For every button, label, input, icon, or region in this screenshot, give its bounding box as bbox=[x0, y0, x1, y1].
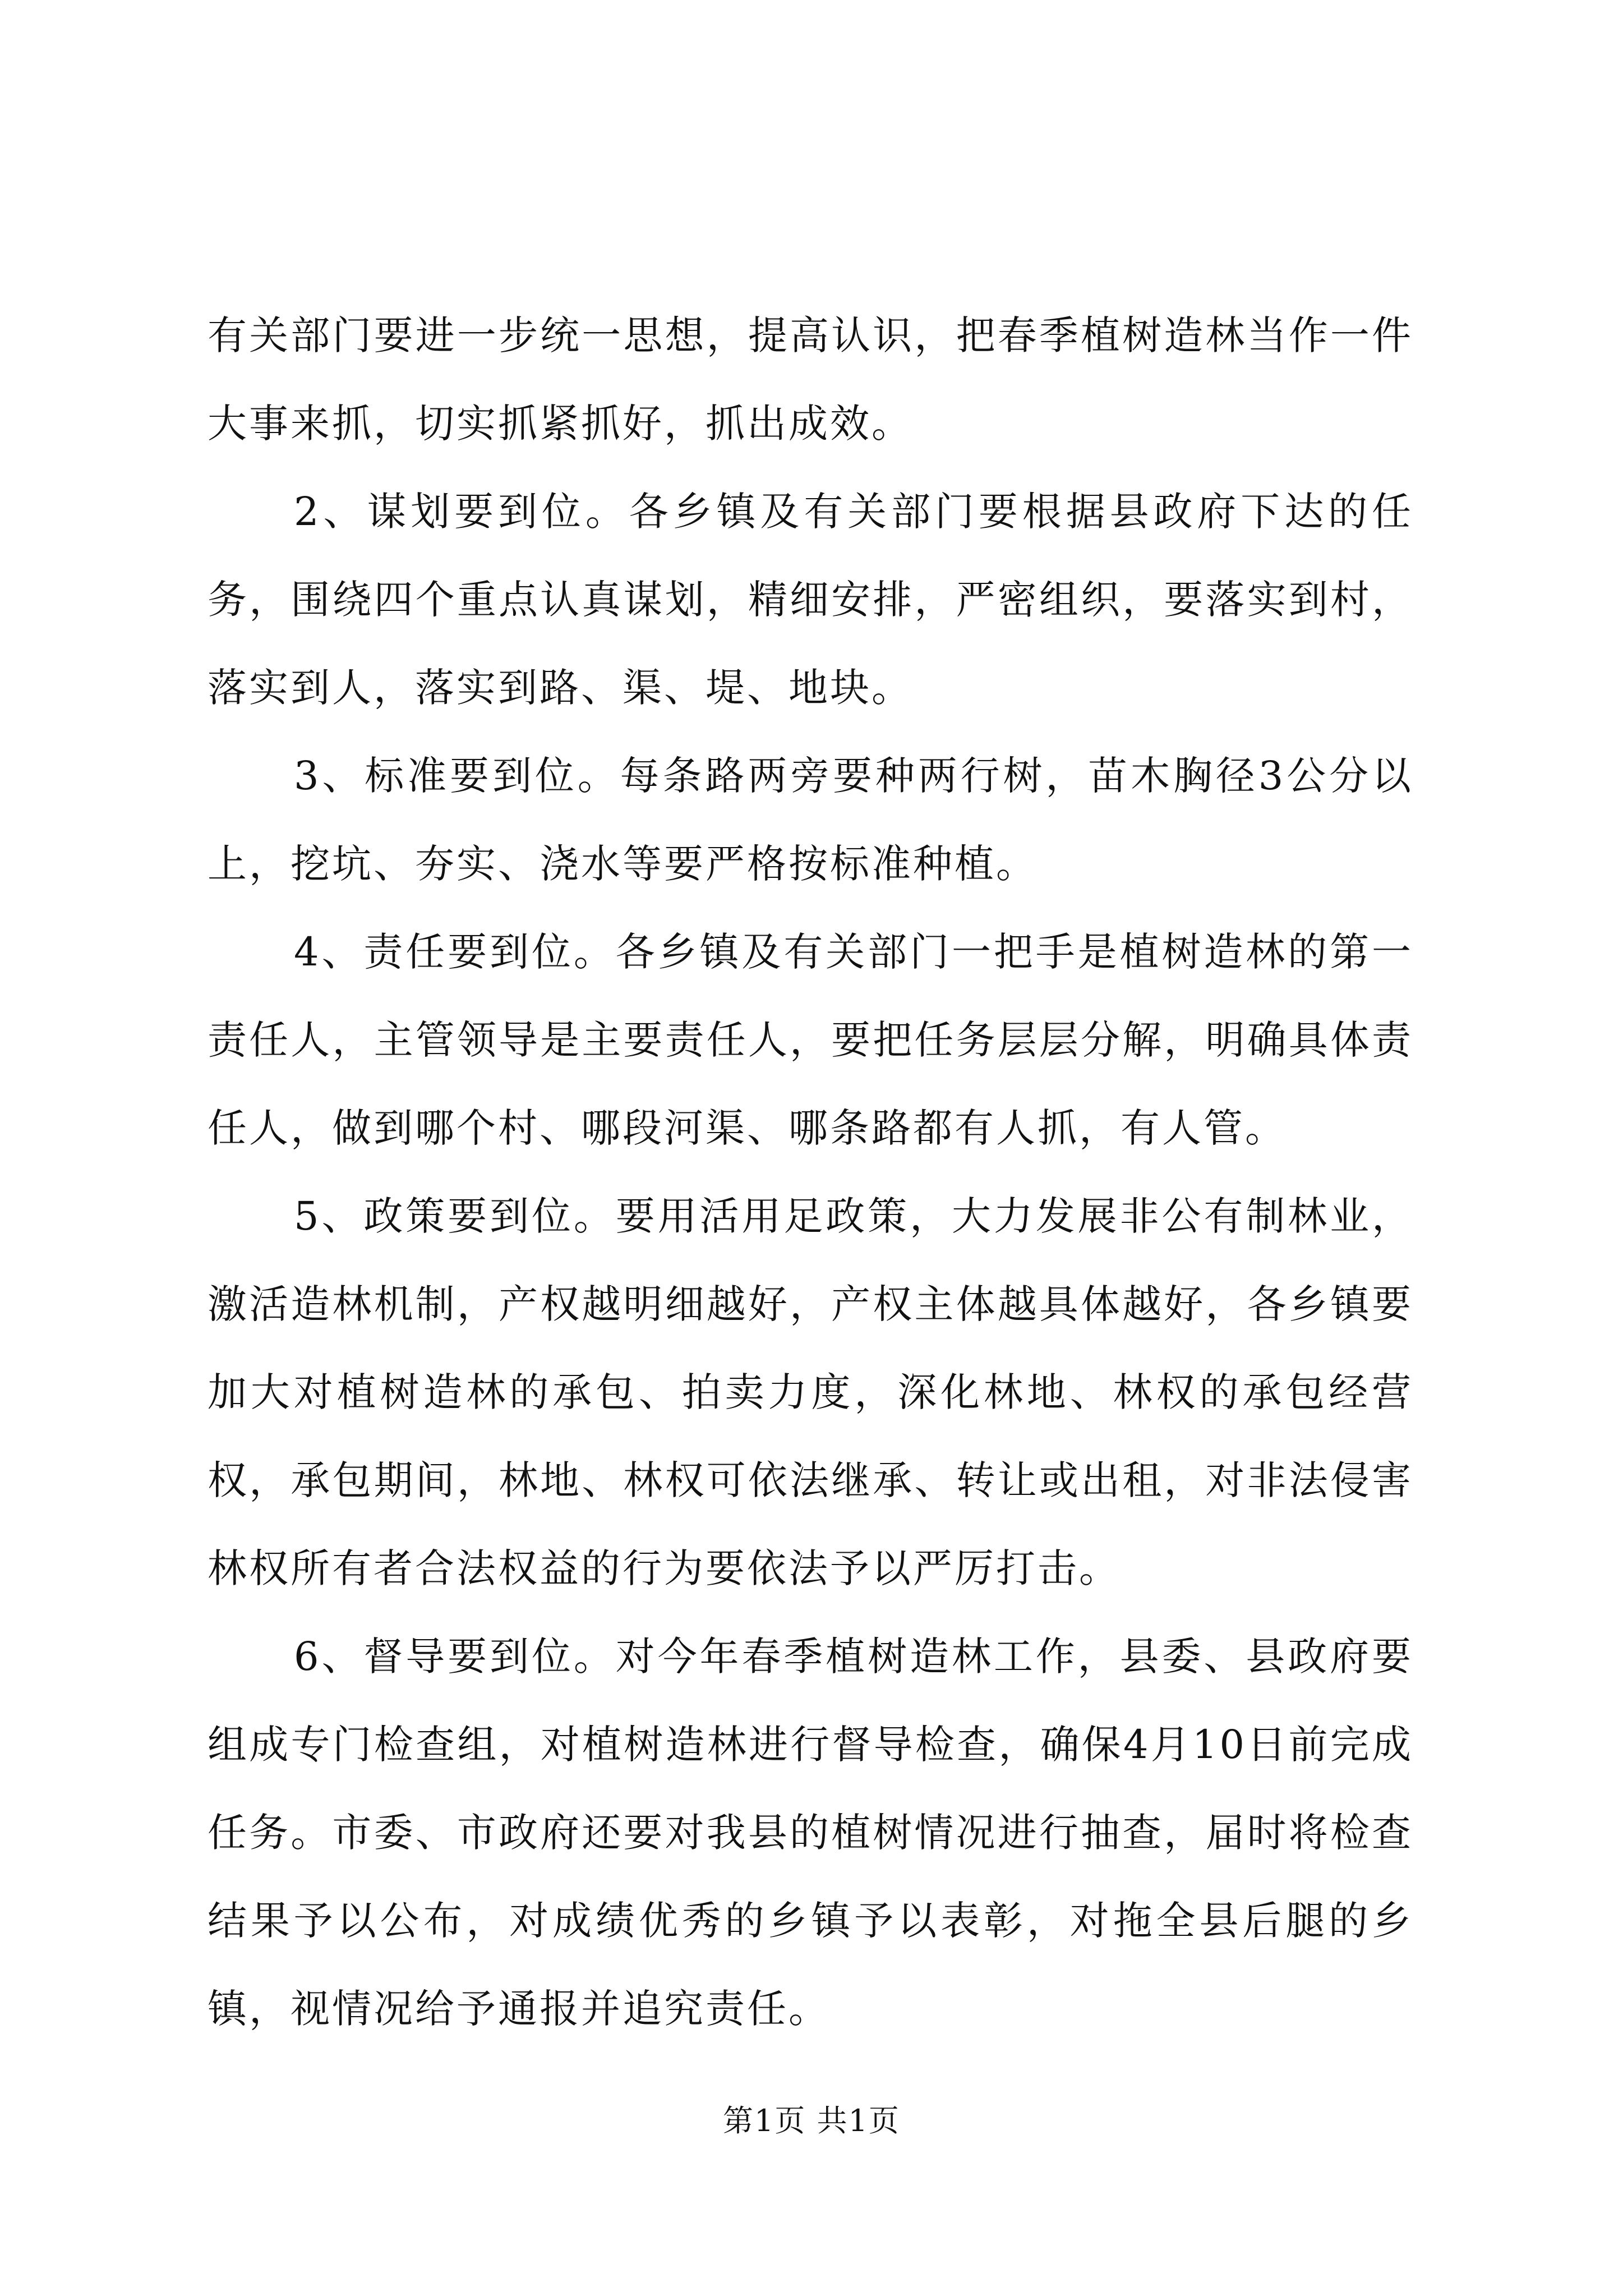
paragraph-policy: 5、政策要到位。要用活用足政策，大力发展非公有制林业，激活造林机制，产权越明细越好，产权主体越具体越好，各乡镇要加大对植树造林的承包、拍卖力度，深化林地、林权的承包经营权，承包期间，林地、林权可依法继承、转让或出租，对非法侵害林权所有者合法权益的行为要依法予以严厉打击。 bbox=[208, 1193, 1413, 1591]
paragraph-responsibility: 4、责任要到位。各乡镇及有关部门一把手是植树造林的第一责任人，主管领导是主要责任人，要把任务层层分解，明确具体责任人，做到哪个村、哪段河渠、哪条路都有人抓，有人管。 bbox=[208, 929, 1413, 1151]
paragraph-standard: 3、标准要到位。每条路两旁要种两行树，苗木胸径3公分以上，挖坑、夯实、浇水等要严格按标准种植。 bbox=[208, 753, 1413, 887]
paragraph-planning: 2、谋划要到位。各乡镇及有关部门要根据县政府下达的任务，围绕四个重点认真谋划，精细安排，严密组织，要落实到村，落实到人，落实到路、渠、堤、地块。 bbox=[208, 489, 1413, 711]
paragraph-continuation: 有关部门要进一步统一思想，提高认识，把春季植树造林当作一件大事来抓，切实抓紧抓好，抓出成效。 bbox=[208, 312, 1413, 447]
page-footer: 第1页 共1页 bbox=[723, 2103, 900, 2138]
document-body bbox=[208, 292, 1413, 2053]
paragraph-supervision: 6、督导要到位。对今年春季植树造林工作，县委、县政府要组成专门检查组，对植树造林进行督导检查，确保4月10日前完成任务。市委、市政府还要对我县的植树情况进行抽查，届时将检查结果予以公布，对成绩优秀的乡镇予以表彰，对拖全县后腿的乡镇，视情况给予通报并追究责任。 bbox=[208, 1634, 1413, 2032]
